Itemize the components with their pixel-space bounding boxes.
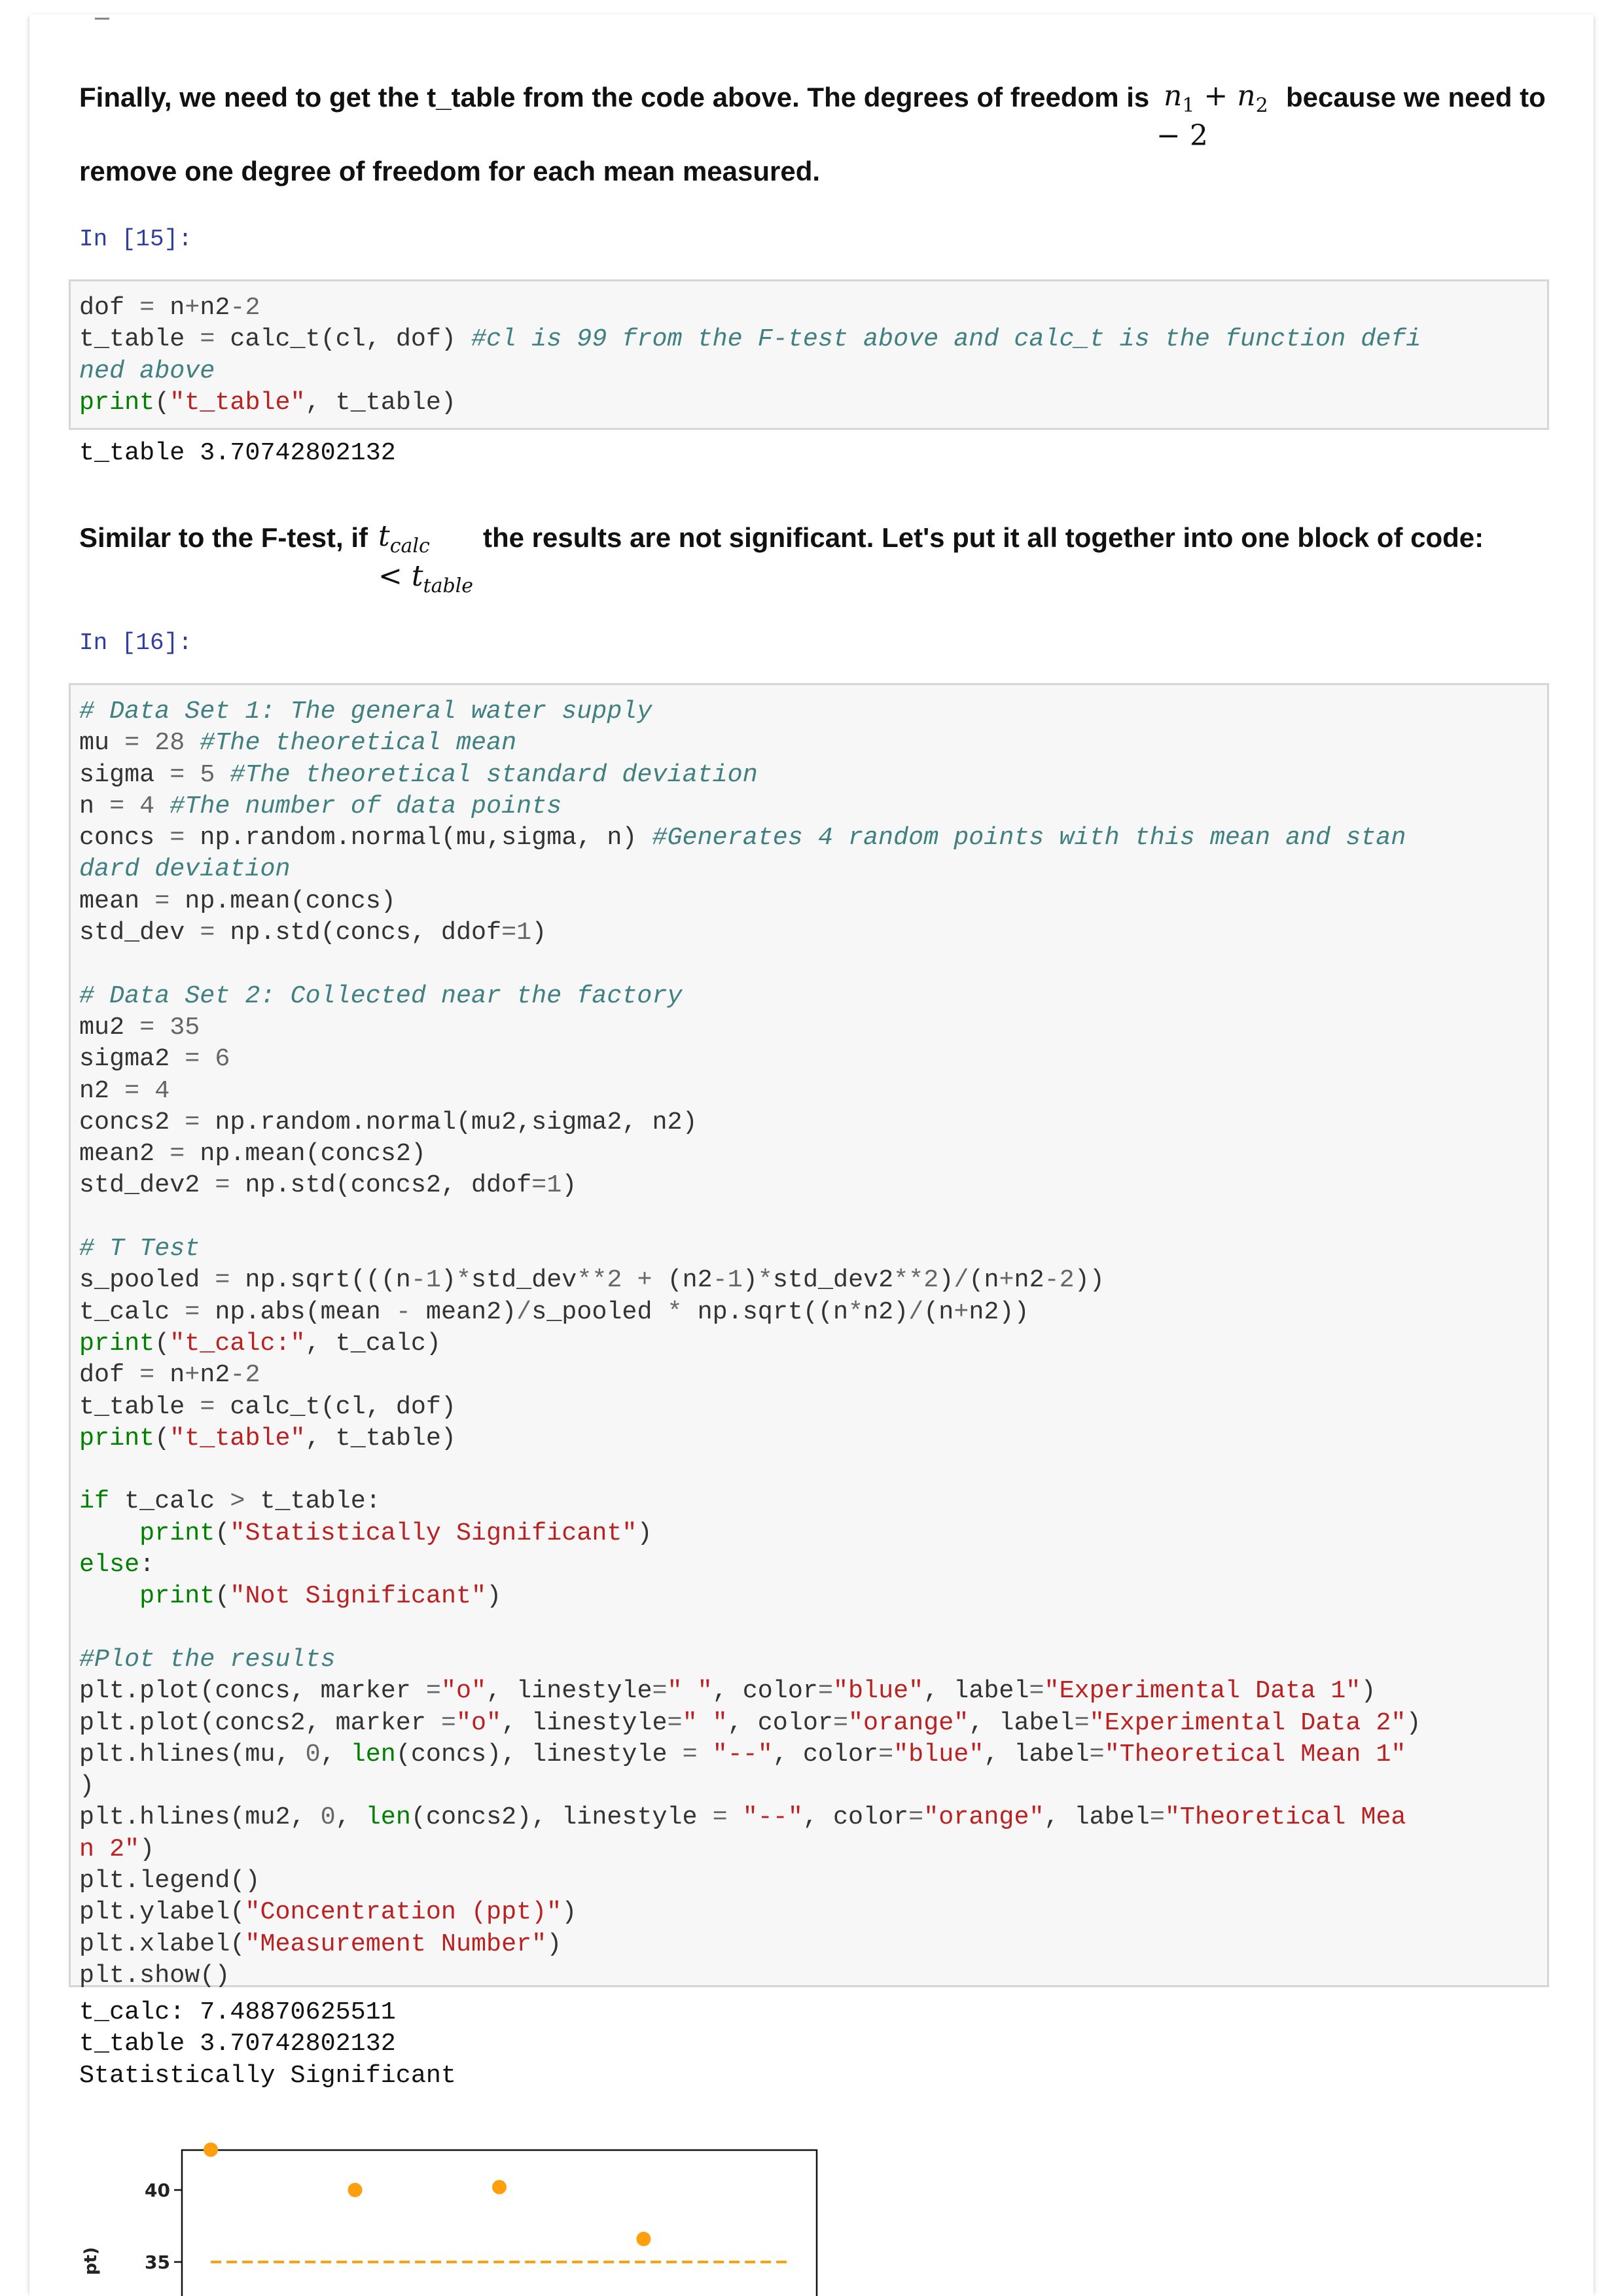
para-degrees-of-freedom-line2	[79, 156, 820, 187]
math-op: +	[1194, 79, 1238, 113]
para-text: remove one degree of freedom for each mean measured.	[79, 156, 821, 186]
para-degrees-of-freedom-line1	[79, 82, 1149, 113]
chart-svg	[69, 2121, 854, 2296]
math-sub: 1	[1182, 94, 1195, 117]
math-var: n	[1164, 79, 1183, 113]
para-similar-ftest-end	[483, 522, 1484, 554]
y-axis-label: pt)	[81, 2247, 101, 2275]
cell-output-15: t_table 3.70742802132	[79, 438, 396, 467]
math-n1-plus-n2	[1164, 79, 1268, 117]
para-text: because we need to	[1286, 82, 1546, 113]
math-minus-2	[1156, 119, 1208, 152]
math-op: − 2	[1156, 119, 1208, 152]
para-text: Finally, we need to get the t_table from the code above. The degrees of freedom is	[79, 82, 1150, 113]
math-sub: calc	[389, 534, 430, 557]
para-degrees-line1-end	[1286, 82, 1546, 113]
data-point	[492, 2180, 507, 2195]
scatter-chart	[69, 2121, 854, 2296]
y-tick-label: 40	[145, 2180, 170, 2201]
output-t-calc: t_calc: 7.48870625511	[79, 1998, 396, 2026]
cell-prompt-15: In [15]:	[79, 226, 192, 253]
code-cell-16[interactable]	[69, 683, 1549, 1990]
code-cell-15[interactable]	[69, 279, 1549, 430]
math-lt-t-table	[378, 559, 473, 597]
output-significance: Statistically Significant	[79, 2060, 456, 2090]
data-point	[204, 2142, 218, 2157]
cell-prompt-16: In [16]:	[79, 629, 192, 656]
math-sub: 2	[1255, 94, 1268, 117]
y-ticks	[145, 2180, 182, 2273]
top-divider	[95, 18, 109, 20]
math-t-calc	[378, 520, 430, 557]
cell-output-16	[79, 1996, 456, 2091]
math-var: t	[411, 559, 423, 593]
output-t-table: t_table 3.70742802132	[79, 2029, 396, 2058]
code-input-16[interactable]: # Data Set 1: The general water supply mu = 28 #The theoretical mean sigma = 5 #The theoretical standard deviation n = 4 #The number of data points concs = np.random.normal(mu,sigma, n) #Generates 4 random points with this mean and stan dard deviation mean = np.mean(concs) std_dev = np.std(concs, ddof=1) # Data Set 2: Collected near the factory mu2 = 35 sigma2 = 6 n2 = 4 concs2 = np.random.normal(mu2,sigma2, n2) mean2 = np.mean(concs2) std_dev2 = np.std(concs2, ddof=1) # T Test s_pooled = np.sqrt(((n-1)*std_dev**2 + (n2-1)*std_dev2**2)/(n+n2-2)) t_calc = np.abs(mean - mean2)/s_pooled * np.sqrt((n*n2)/(n+n2)) print("t_calc:", t_calc) dof = n+n2-2 t_table = calc_t(cl, dof) print("t_table", t_table) if t_calc > t_table: print("Statistically Significant") else: print("Not Significant") #Plot the results plt.plot(concs, marker ="o", linestyle=" ", color="blue", label="Experimental Data 1") plt.plot(concs2, marker ="o", linestyle=" ", color="orange", label="Experimental Data 2") plt.hlines(mu, 0, len(concs), linestyle = "--", color="blue", label="Theoretical Mean 1" ) plt.hlines(mu2, 0, len(concs2), linestyle = "--", color="orange", label="Theoretical Mea n 2") plt.legend() plt.ylabel("Concentration (ppt)") plt.xlabel("Measurement Number") plt.show()	[79, 697, 1421, 1990]
code-input-15[interactable]: dof = n+n2-2 t_table = calc_t(cl, dof) #cl is 99 from the F-test above and calc_t is the function defi ned above print("t_table", t_table)	[79, 293, 1421, 417]
math-var: t	[378, 520, 390, 553]
para-similar-ftest	[79, 522, 368, 554]
para-text: Similar to the F-test, if	[79, 522, 368, 553]
notebook-page	[29, 14, 1594, 2296]
math-var: n	[1237, 79, 1256, 113]
chart-axes-frame	[182, 2150, 817, 2296]
y-tick-label: 35	[145, 2252, 170, 2273]
data-point	[636, 2232, 651, 2246]
math-op: <	[378, 559, 412, 593]
data-point	[348, 2183, 363, 2197]
math-sub: table	[423, 574, 474, 597]
para-text: the results are not significant. Let's put it all together into one block of code:	[483, 522, 1484, 553]
